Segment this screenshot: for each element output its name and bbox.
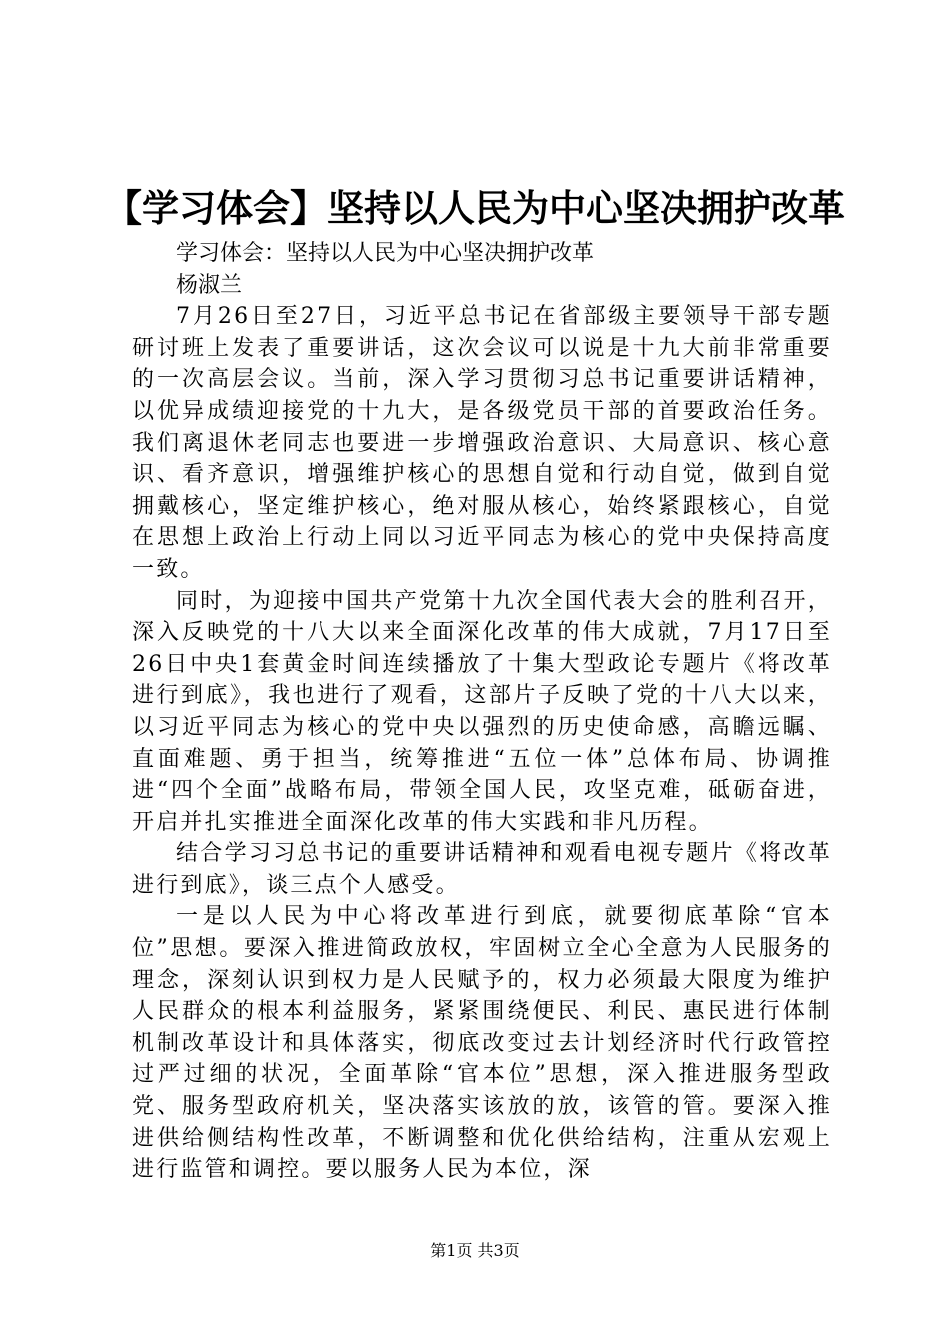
paragraph-3: 结合学习习总书记的重要讲话精神和观看电视专题片《将改革进行到底》，谈三点个人感受。: [132, 841, 832, 898]
document-title: 【学习体会】坚持以人民为中心坚决拥护改革: [105, 187, 845, 230]
document-author: 杨淑兰: [176, 272, 243, 298]
paragraph-4: 一是以人民为中心将改革进行到底，就要彻底革除“官本位”思想。要深入推进简政放权，牢固树立全心全意为人民服务的理念，深刻认识到权力是人民赋予的，权力必须最大限度为维护人民群众的根本利益服务，紧紧围绕便民、利民、惠民进行体制机制改革设计和具体落实，彻底改变过去计划经济时代行政管控过严过细的状况，全面革除“官本位”思想，深入推进服务型政党、服务型政府机关，坚决落实该放的放，该管的管。要深入推进供给侧结构性改革，不断调整和优化供给结构，注重从宏观上进行监管和调控。要以服务人民为本位，深: [132, 904, 832, 1183]
document-subtitle: 学习体会：坚持以人民为中心坚决拥护改革: [176, 241, 595, 266]
page-footer: 第1页 共3页: [430, 1241, 520, 1260]
document-body: [132, 238, 832, 1186]
paragraph-2: 同时，为迎接中国共产党第十九次全国代表大会的胜利召开，深入反映党的十八大以来全面深化改革的伟大成就，7月17日至26日中央1套黄金时间连续播放了十集大型政论专题片《将改革进行到底》，我也进行了观看，这部片子反映了党的十八大以来，以习近平同志为核心的党中央以强烈的历史使命感，高瞻远瞩、直面难题、勇于担当，统筹推进“五位一体”总体布局、协调推进“四个全面”战略布局，带领全国人民，攻坚克难，砥砺奋进，开启并扎实推进全面深化改革的伟大实践和非凡历程。: [132, 588, 832, 835]
paragraph-1: 7月26日至27日，习近平总书记在省部级主要领导干部专题研讨班上发表了重要讲话，这次会议可以说是十九大前非常重要的一次高层会议。当前，深入学习贯彻习总书记重要讲话精神，以优异成绩迎接党的十九大，是各级党员干部的首要政治任务。我们离退休老同志也要进一步增强政治意识、大局意识、核心意识、看齐意识，增强维护核心的思想自觉和行动自觉，做到自觉拥戴核心，坚定维护核心，绝对服从核心，始终紧跟核心，自觉在思想上政治上行动上同以习近平同志为核心的党中央保持高度一致。: [132, 304, 832, 582]
